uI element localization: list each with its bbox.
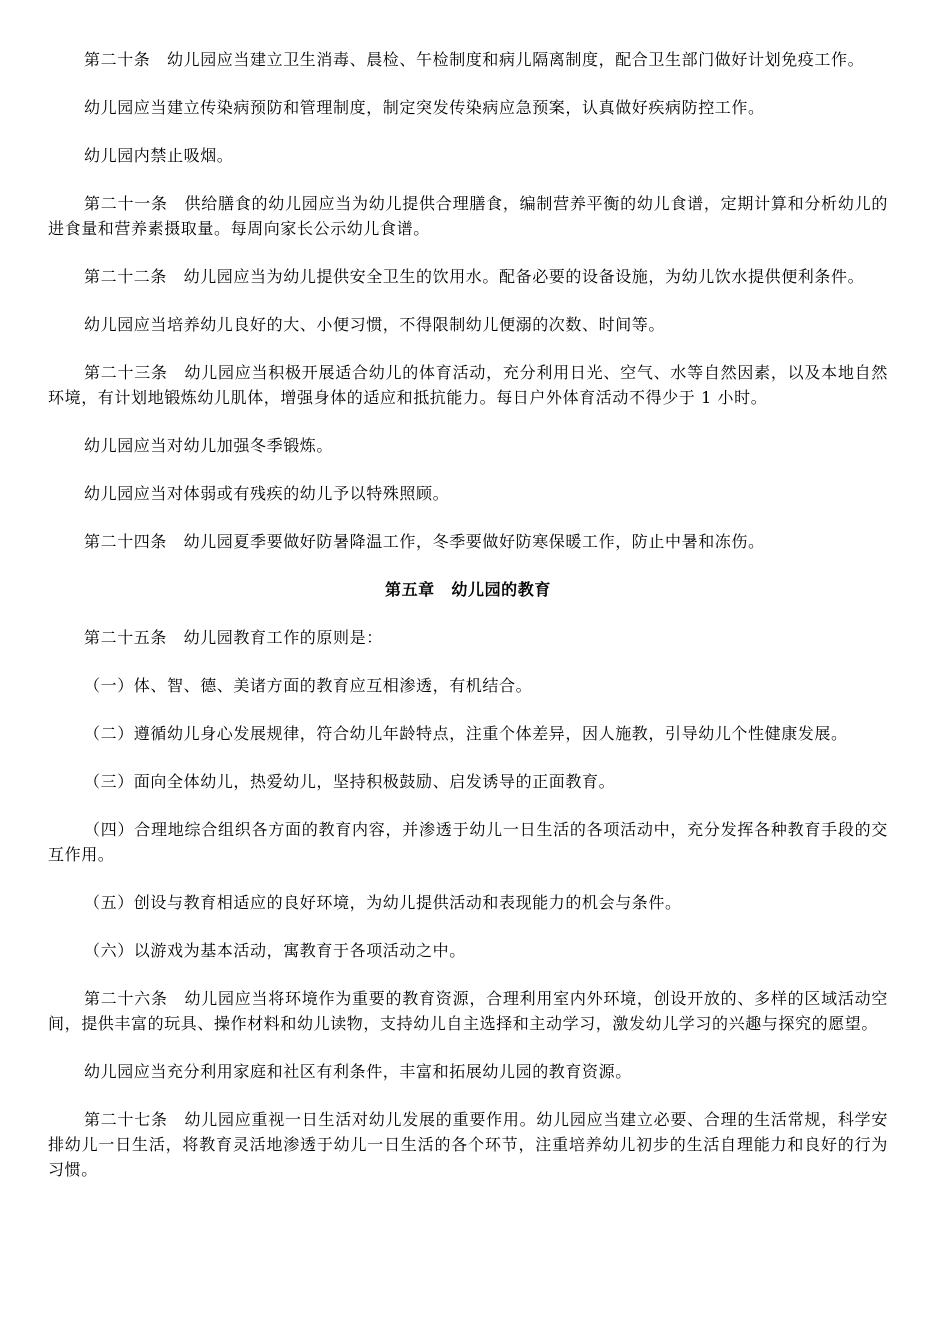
paragraph-article-23: 第二十三条 幼儿园应当积极开展适合幼儿的体育活动，充分利用日光、空气、水等自然因素，以及本地自然环境，有计划地锻炼幼儿肌体，增强身体的适应和抵抗能力。每日户外体育活动不得少于 1 小时。 — [48, 363, 888, 407]
paragraph-article-25: 第二十五条 幼儿园教育工作的原则是： — [84, 628, 383, 647]
paragraph-principle-1: （一）体、智、德、美诸方面的教育应互相渗透，有机结合。 — [84, 676, 533, 695]
paragraph-principle-4: （四）合理地综合组织各方面的教育内容，并渗透于幼儿一日生活的各项活动中，充分发挥各种教育手段的交互作用。 — [48, 820, 888, 864]
paragraph-no-smoking: 幼儿园内禁止吸烟。 — [84, 146, 234, 165]
paragraph-article-20: 第二十条 幼儿园应当建立卫生消毒、晨检、午检制度和病儿隔离制度，配合卫生部门做好计划免疫工作。 — [84, 50, 865, 69]
paragraph-principle-2: （二）遵循幼儿身心发展规律，符合幼儿年龄特点，注重个体差异，因人施教，引导幼儿个性健康发展。 — [84, 724, 848, 743]
chapter-heading: 第五章 幼儿园的教育 — [384, 580, 551, 599]
paragraph-article-27: 第二十七条 幼儿园应重视一日生活对幼儿发展的重要作用。幼儿园应当建立必要、合理的生活常规，科学安排幼儿一日生活，将教育灵活地渗透于幼儿一日生活的各个环节，注重培养幼儿初步的生活自理能力和良好的行为习惯。 — [48, 1110, 888, 1179]
paragraph-community-resources: 幼儿园应当充分利用家庭和社区有利条件，丰富和拓展幼儿园的教育资源。 — [84, 1062, 632, 1081]
paragraph-principle-3: （三）面向全体幼儿，热爱幼儿，坚持积极鼓励、启发诱导的正面教育。 — [84, 772, 616, 791]
paragraph-infectious-disease: 幼儿园应当建立传染病预防和管理制度，制定突发传染病应急预案，认真做好疾病防控工作。 — [84, 98, 765, 117]
paragraph-toilet-habits: 幼儿园应当培养幼儿良好的大、小便习惯，不得限制幼儿便溺的次数、时间等。 — [84, 315, 666, 334]
paragraph-principle-6: （六）以游戏为基本活动，寓教育于各项活动之中。 — [84, 941, 466, 960]
paragraph-principle-5: （五）创设与教育相适应的良好环境，为幼儿提供活动和表现能力的机会与条件。 — [84, 893, 682, 912]
paragraph-winter-exercise: 幼儿园应当对幼儿加强冬季锻炼。 — [84, 436, 334, 455]
paragraph-article-24: 第二十四条 幼儿园夏季要做好防暑降温工作，冬季要做好防寒保暖工作，防止中暑和冻伤。 — [84, 532, 765, 551]
paragraph-special-care: 幼儿园应当对体弱或有残疾的幼儿予以特殊照顾。 — [84, 484, 450, 503]
paragraph-article-26: 第二十六条 幼儿园应当将环境作为重要的教育资源，合理利用室内外环境，创设开放的、多样的区域活动空间，提供丰富的玩具、操作材料和幼儿读物，支持幼儿自主选择和主动学习，激发幼儿学习的兴趣与探究的愿望。 — [48, 989, 888, 1033]
paragraph-article-21: 第二十一条 供给膳食的幼儿园应当为幼儿提供合理膳食，编制营养平衡的幼儿食谱，定期计算和分析幼儿的进食量和营养素摄取量。每周向家长公示幼儿食谱。 — [48, 194, 888, 238]
paragraph-article-22: 第二十二条 幼儿园应当为幼儿提供安全卫生的饮用水。配备必要的设备设施，为幼儿饮水提供便利条件。 — [84, 267, 865, 286]
